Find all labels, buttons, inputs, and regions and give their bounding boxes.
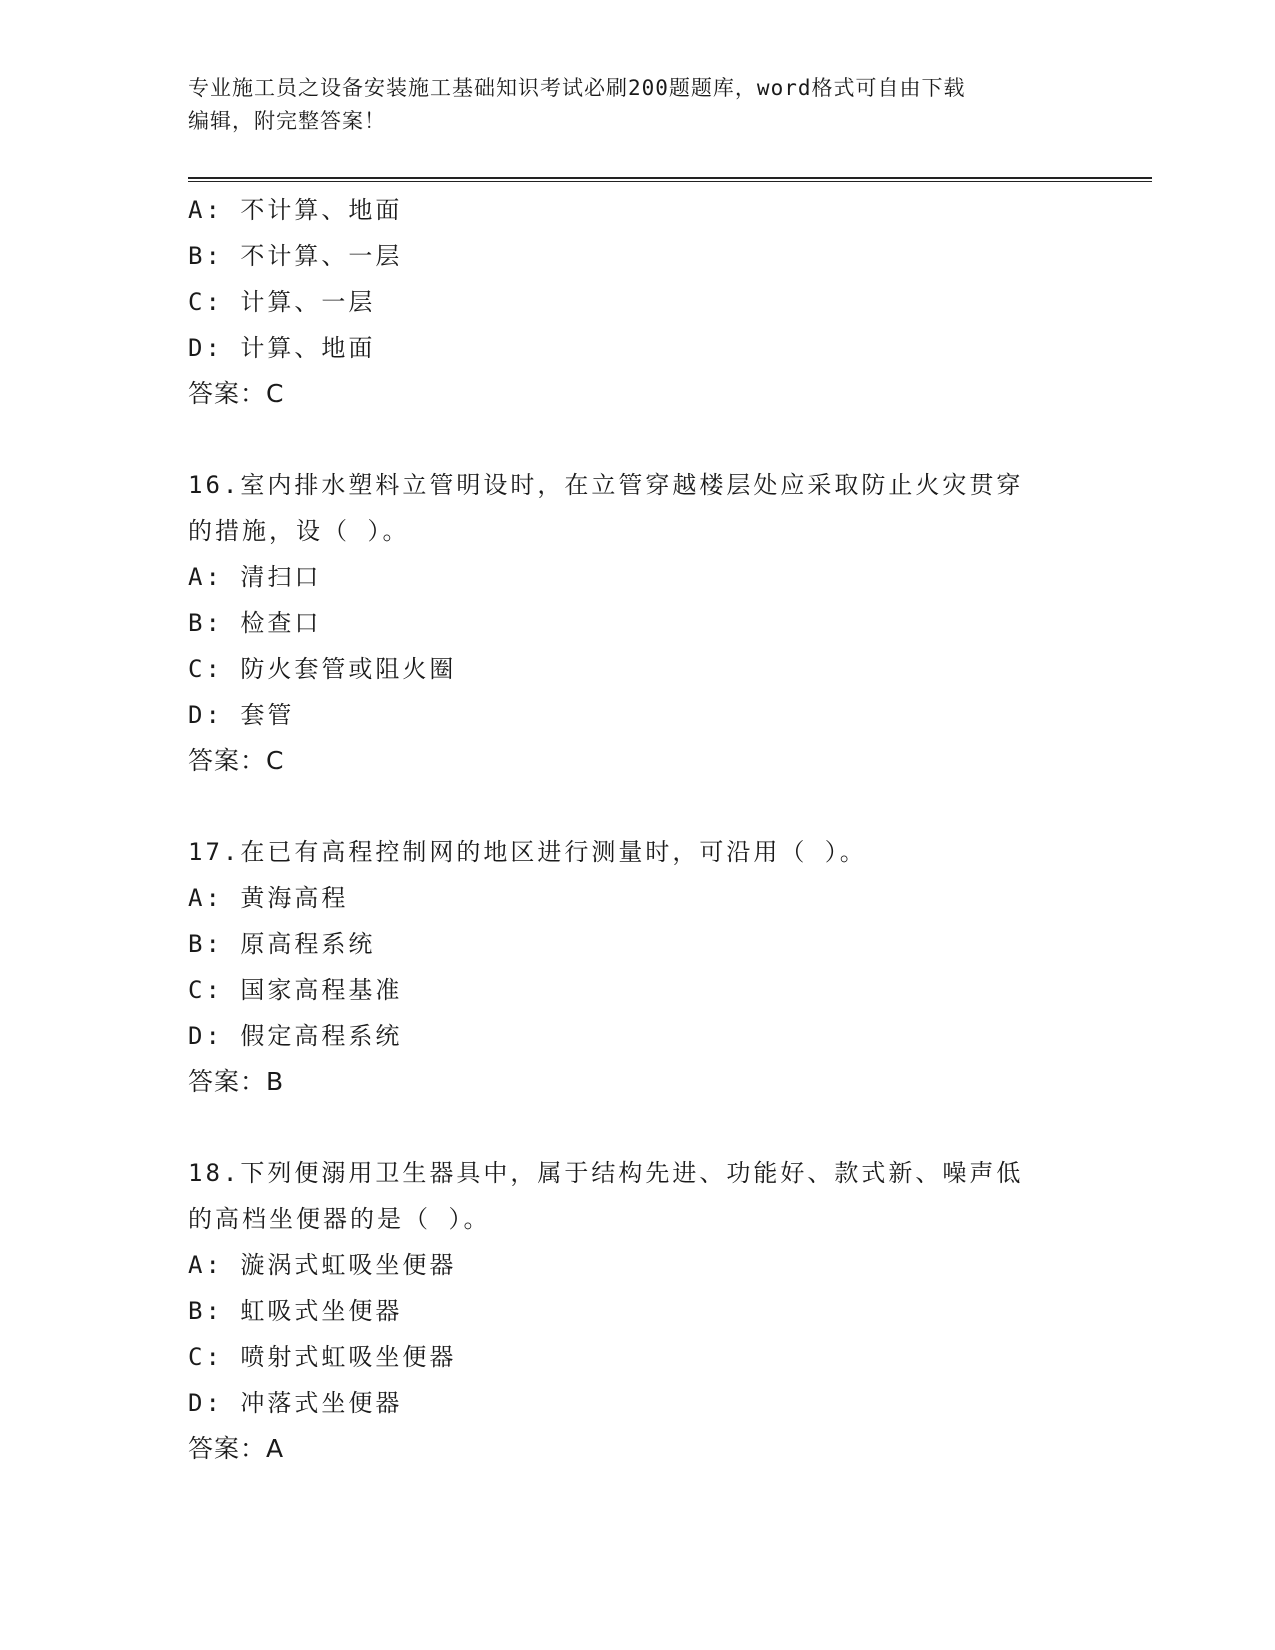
option-d: D: 冲落式坐便器: [188, 1389, 403, 1417]
question-18: [188, 1150, 1148, 1472]
header-line-2: 编辑，附完整答案！: [188, 109, 386, 133]
question-text-line-1: 16.室内排水塑料立管明设时，在立管穿越楼层处应采取防止火灾贯穿: [188, 471, 1024, 499]
option-a: A: 漩涡式虹吸坐便器: [188, 1251, 457, 1279]
question-15-continuation: [188, 187, 1148, 417]
option-b: B: 原高程系统: [188, 930, 376, 958]
option-a: A: 不计算、地面: [188, 196, 403, 224]
question-16: [188, 462, 1148, 784]
question-text-line-1: 18.下列便溺用卫生器具中，属于结构先进、功能好、款式新、噪声低: [188, 1159, 1024, 1187]
option-c: C: 防火套管或阻火圈: [188, 655, 457, 683]
question-list: [188, 187, 1148, 1472]
option-b: B: 不计算、一层: [188, 242, 403, 270]
document-header: [188, 72, 1068, 138]
option-d: D: 套管: [188, 701, 295, 729]
header-divider: [188, 177, 1152, 182]
option-c: C: 计算、一层: [188, 288, 376, 316]
option-b: B: 检查口: [188, 609, 322, 637]
option-d: D: 假定高程系统: [188, 1022, 403, 1050]
question-text-line-2: 的措施，设（ ）。: [188, 517, 410, 545]
header-line-1: 专业施工员之设备安装施工基础知识考试必刷200题题库，word格式可自由下载: [188, 76, 966, 100]
answer: 答案：C: [188, 746, 285, 775]
question-17: [188, 829, 1148, 1105]
option-d: D: 计算、地面: [188, 334, 376, 362]
answer: 答案：B: [188, 1067, 285, 1096]
option-c: C: 国家高程基准: [188, 976, 403, 1004]
question-text-line-2: 的高档坐便器的是（ ）。: [188, 1205, 491, 1233]
option-a: A: 黄海高程: [188, 884, 349, 912]
answer: 答案：A: [188, 1434, 285, 1463]
option-a: A: 清扫口: [188, 563, 322, 591]
option-c: C: 喷射式虹吸坐便器: [188, 1343, 457, 1371]
option-b: B: 虹吸式坐便器: [188, 1297, 403, 1325]
answer: 答案：C: [188, 379, 285, 408]
question-text-line-1: 17.在已有高程控制网的地区进行测量时，可沿用（ ）。: [188, 838, 867, 866]
